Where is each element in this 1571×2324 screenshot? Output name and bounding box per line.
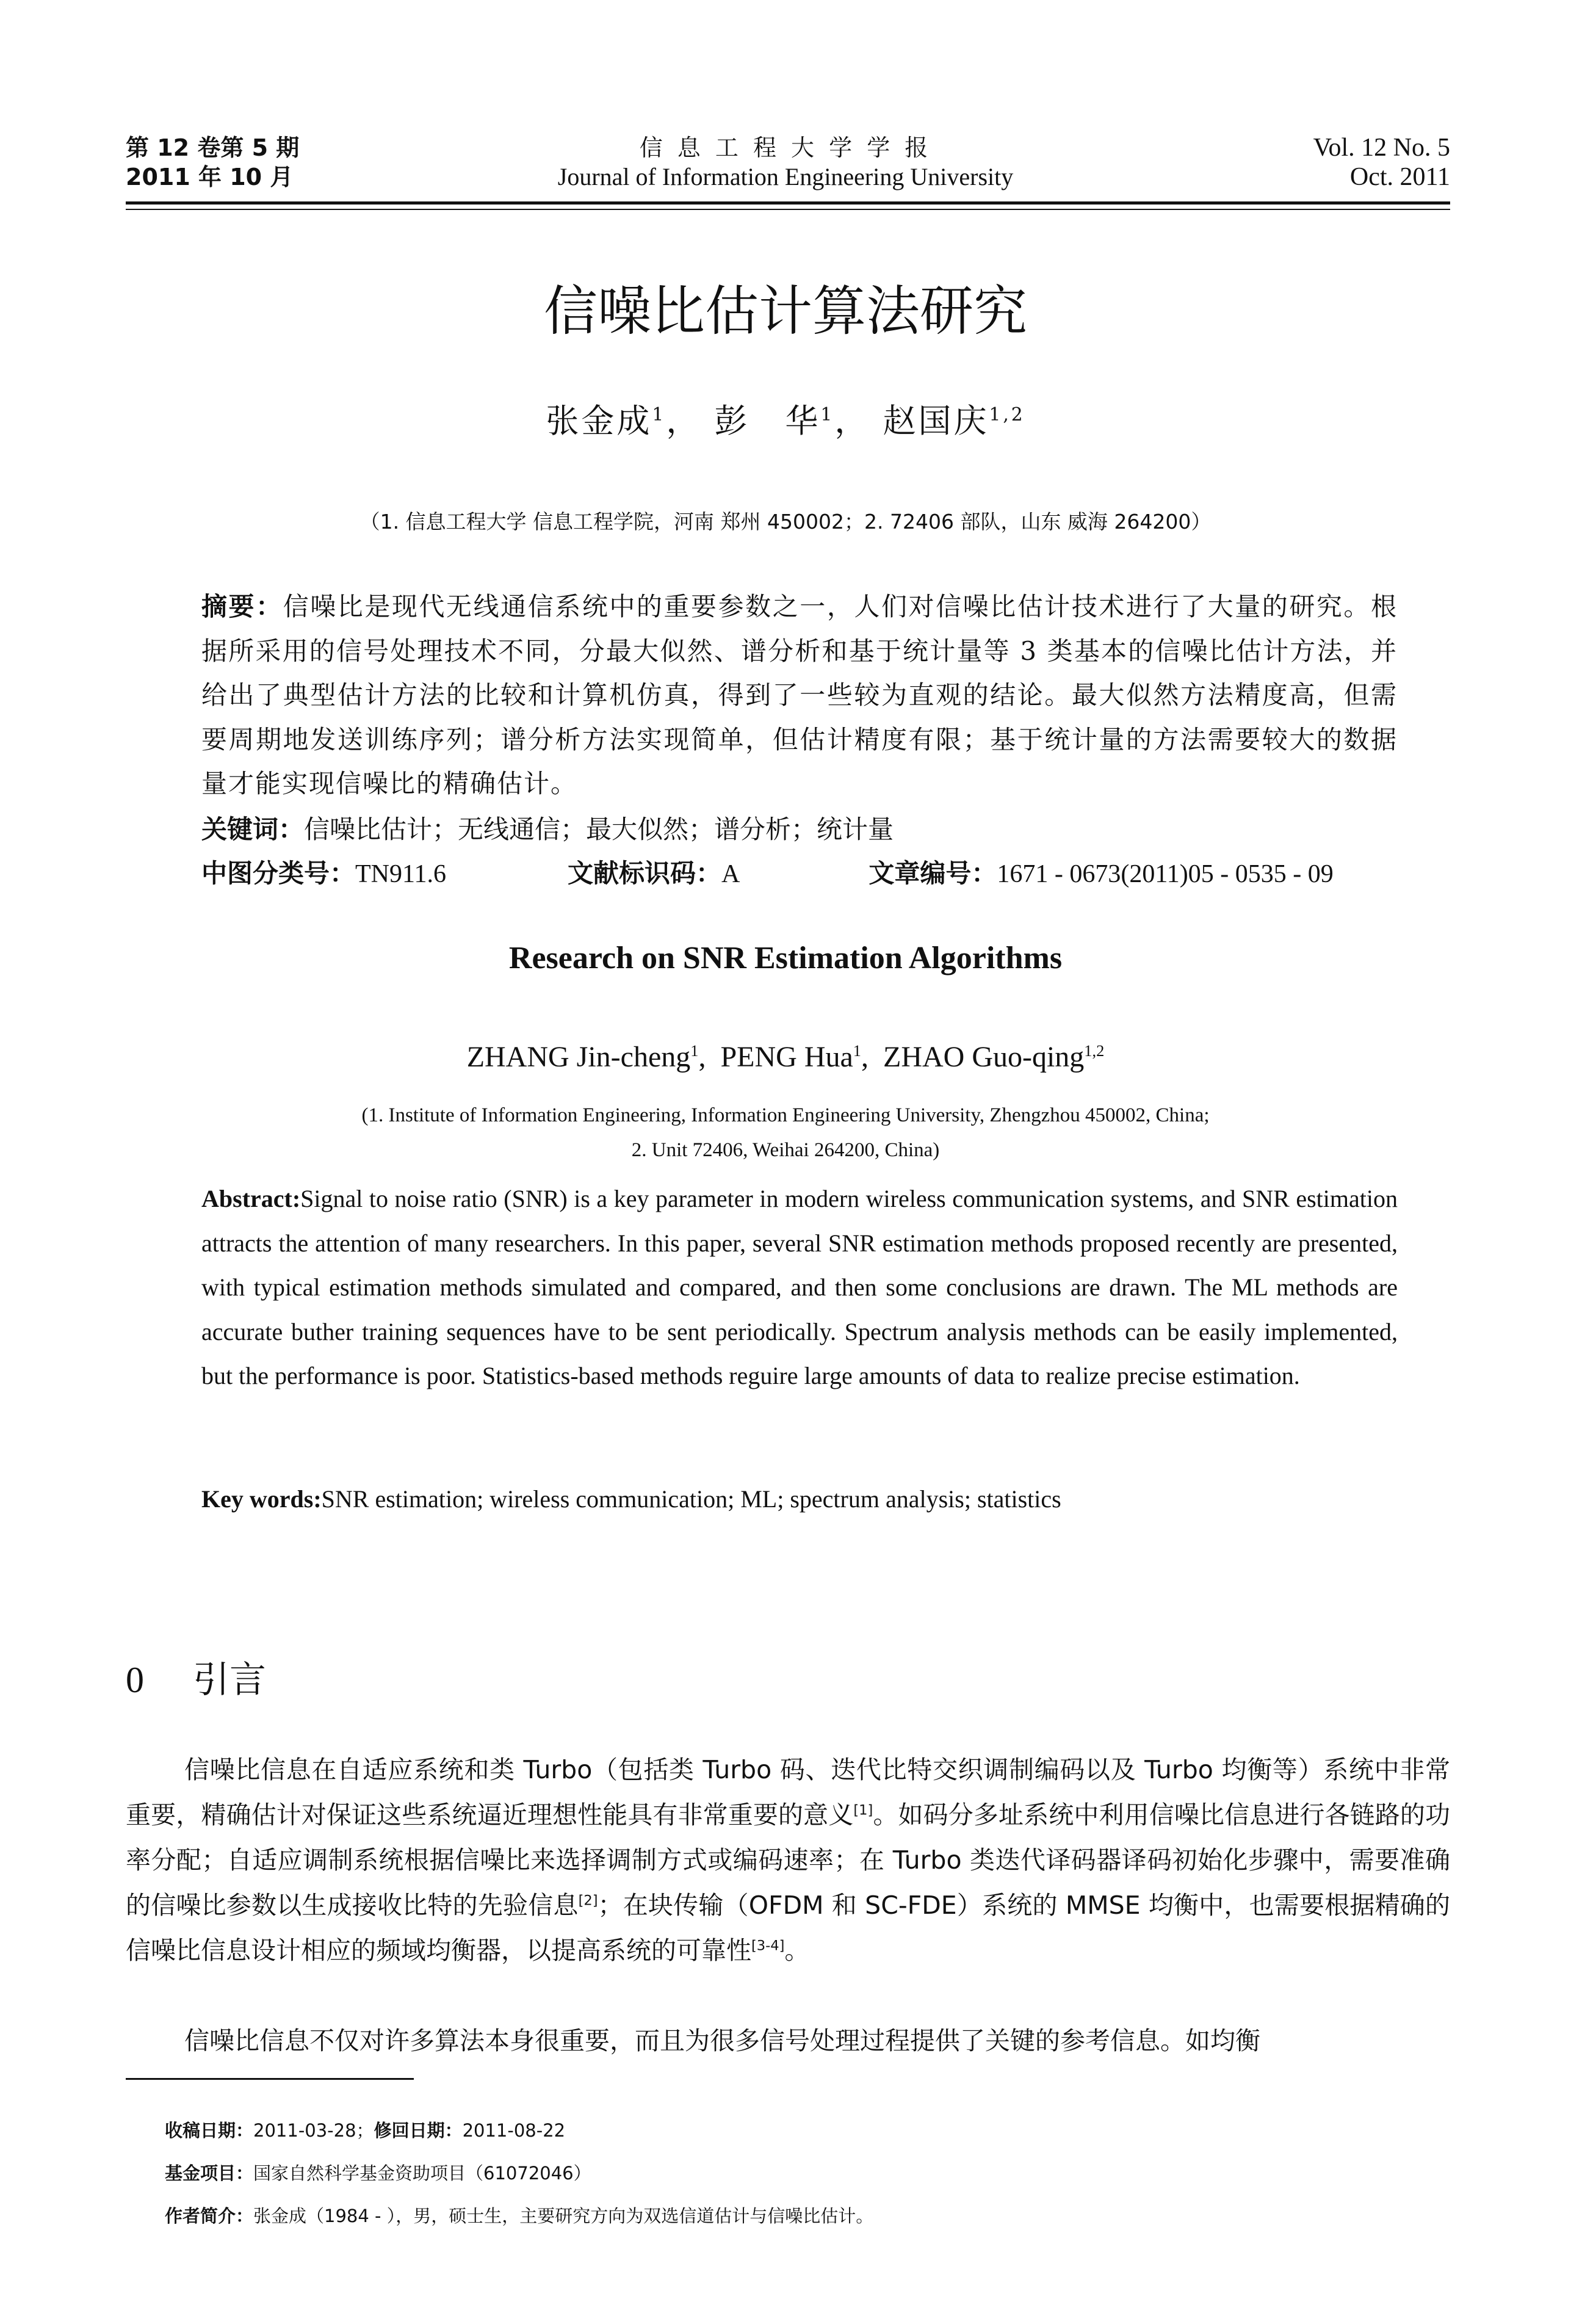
footnote-rule [126, 2078, 414, 2080]
article-label: 文章编号： [869, 858, 997, 888]
clc-number [201, 855, 568, 893]
doc-value: A [721, 860, 740, 888]
author-zh-1: 张金成 [546, 402, 652, 440]
header-vol-no: Vol. 12 No. 5 [1313, 134, 1450, 162]
keywords-zh-text: 信噪比估计；无线通信；最大似然；谱分析；统计量 [304, 814, 894, 844]
article-number [861, 858, 1334, 888]
clc-value: TN911.6 [355, 860, 446, 888]
footnote-fund [165, 2161, 591, 2185]
section-heading [126, 1656, 266, 1704]
abstract-zh-label: 摘要： [201, 592, 283, 621]
affiliation-en-line2: 2. Unit 72406, Weihai 264200, China) [631, 1139, 940, 1161]
header-month: Oct. 2011 [1349, 163, 1450, 191]
header-date-zh: 2011 年 10 月 [126, 164, 294, 190]
header-journal-zh: 信 息 工 程 大 学 学 报 [639, 134, 932, 161]
classification-line [201, 855, 1398, 893]
doc-code [568, 855, 861, 893]
author-bio-label: 作者简介： [165, 2206, 254, 2226]
author-en-3-aff: 1,2 [1084, 1041, 1105, 1060]
keywords-en-label: Key words: [201, 1485, 322, 1513]
header-rule-thick [126, 201, 1450, 205]
abstract-zh [201, 585, 1398, 806]
author-bio-value: 张金成（1984 - ），男，硕士生，主要研究方向为双选信道估计与信噪比估计。 [253, 2206, 874, 2226]
para1-text-1: 信噪比信息在自适应系统和类 Turbo（包括类 Turbo 码、迭代比特交织调制编码以及 Turbo 均衡等）系统中非常重要，精确估计对保证这些系统逼近理想性能具有非常重要的意义 [126, 1755, 1450, 1830]
author-en-1: ZHANG Jin-cheng [466, 1041, 691, 1073]
affiliation-zh: （1. 信息工程大学 信息工程学院，河南 郑州 450002；2. 72406 部队，山东 威海 264200） [359, 510, 1212, 534]
author-zh-2: 彭 华 [714, 402, 821, 440]
affiliation-en-line1: (1. Institute of Information Engineering, Information Engineering University, Zhengzhou 450002, China; [361, 1104, 1210, 1126]
author-zh-2-aff: 1 [820, 404, 835, 425]
title-en: Research on SNR Estimation Algorithms [508, 941, 1063, 976]
keywords-zh [201, 811, 1398, 849]
article-value: 1671 - 0673(2011)05 - 0535 - 09 [997, 860, 1334, 888]
para1-text-2: 。如码分多址系统中利用信噪比信息进行各链路的功率分配；自适应调制系统根据信噪比来选择调制方式或编码速率；在 Turbo 类迭代译码器译码初始化步骤中，需要准确的信噪比参数以生成接收比特的先验信息 [126, 1800, 1451, 1920]
abstract-zh-text: 信噪比是现代无线通信系统中的重要参数之一，人们对信噪比估计技术进行了大量的研究。根据所采用的信号处理技术不同，分最大似然、谱分析和基于统计量等 3 类基本的信噪比估计方法，并给出了典型估计方法的比较和计算机仿真，得到了一些较为直观的结论。最大似然方法精度高，但需要周期地发送训练序列；谱分析方法实现简单，但估计精度有限；基于统计量的方法需要较大的数据量才能实现信噪比的精确估计。 [201, 592, 1398, 798]
revised-label: 修回日期： [374, 2120, 463, 2141]
header-volume-issue: 第 12 卷第 5 期 [126, 134, 300, 161]
abstract-en-label: Abstract: [201, 1185, 301, 1212]
authors-en: ZHANG Jin-cheng$^1$, PENG Hua$^1$, ZHAO Guo-qing$^{1,2}$ [466, 1041, 1105, 1073]
abstract-en [201, 1177, 1398, 1399]
author-en-2: PENG Hua [720, 1041, 853, 1073]
doc-label: 文献标识码： [568, 858, 722, 888]
title-zh: 信噪比估计算法研究 [543, 280, 1027, 342]
author-en-2-aff: 1 [853, 1041, 861, 1060]
para1-text-4: 。 [784, 1936, 810, 1965]
author-zh-1-aff: 1 [652, 404, 666, 425]
keywords-en [201, 1480, 1398, 1518]
received-label: 收稿日期： [165, 2120, 254, 2141]
author-zh-3-aff: 1,2 [989, 404, 1025, 425]
citation-3: [3-4] [751, 1938, 785, 1954]
authors-zh: 张金成$^1$， 彭 华$^1$， 赵国庆$^{1,2}$ [546, 402, 1025, 440]
para1-text-3: ；在块传输（OFDM 和 SC-FDE）系统的 MMSE 均衡中，也需要根据精确的信噪比信息设计相应的频域均衡器，以提高系统的可靠性 [126, 1891, 1450, 1965]
header-volume-en [1313, 133, 1450, 192]
keywords-en-text: SNR estimation; wireless communication; ML; spectrum analysis; statistics [321, 1485, 1061, 1513]
footnote-author [165, 2204, 873, 2228]
revised-date: 2011-08-22 [462, 2120, 566, 2141]
author-en-3: ZHAO Guo-qing [883, 1041, 1085, 1073]
header-rule-thin [126, 209, 1450, 210]
paragraph-2: 信噪比信息不仅对许多算法本身很重要，而且为很多信号处理过程提供了关键的参考信息。如均衡 [184, 2026, 1260, 2055]
fund-value: 国家自然科学基金资助项目（61072046） [253, 2163, 591, 2184]
author-zh-3: 赵国庆 [883, 402, 989, 440]
keywords-zh-label: 关键词： [201, 814, 305, 844]
fund-label: 基金项目： [165, 2163, 254, 2184]
header-journal-en: Journal of Information Engineering University [557, 163, 1014, 190]
footnote-dates [165, 2118, 565, 2143]
received-date: 2011-03-28； [253, 2120, 374, 2141]
citation-1: [1] [853, 1802, 873, 1819]
author-en-1-aff: 1 [690, 1041, 699, 1060]
section-number: 0 [126, 1660, 144, 1700]
citation-2: [2] [578, 1892, 598, 1909]
clc-label: 中图分类号： [201, 858, 356, 888]
paragraph-1 [126, 1747, 1450, 1973]
section-title: 引言 [193, 1659, 266, 1701]
abstract-en-text: Signal to noise ratio (SNR) is a key parameter in modern wireless communication systems, and SNR estimation attracts the attention of many researchers. In this paper, several SNR estimation methods proposed recently are presented, with typical estimation methods simulated and compared, and then some conclusions are drawn. The ML methods are accurate buther training sequences have to be sent periodically. Spectrum analysis methods can be easily implemented, but the performance is poor. Statistics-based methods reguire large amounts of data to realize precise estimation. [201, 1185, 1398, 1389]
